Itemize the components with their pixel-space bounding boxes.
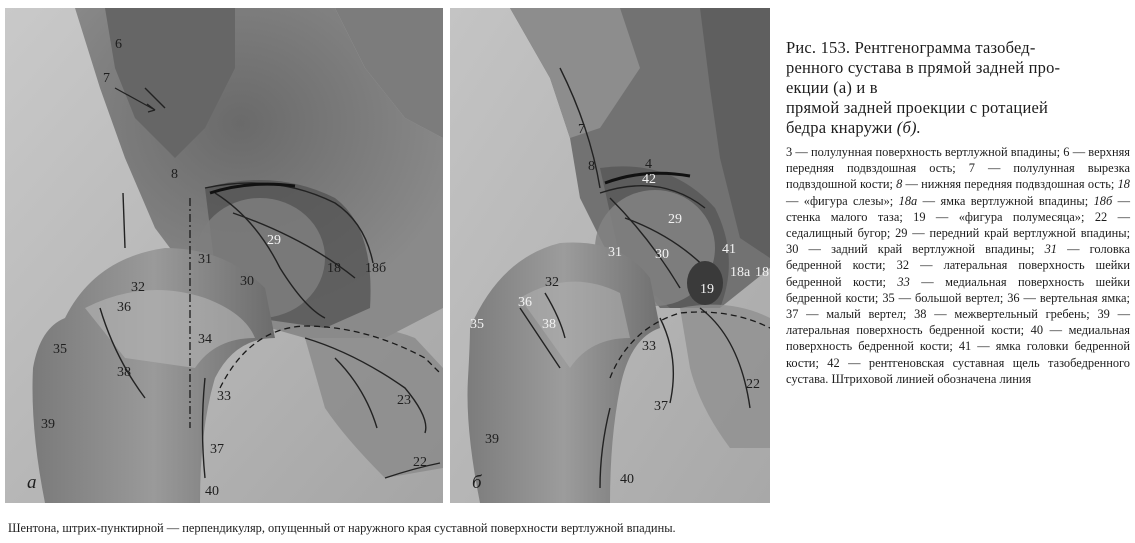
legend-text: — большой вертел; — [894, 290, 1008, 305]
legend-text: — ямка головки бедренной кости; — [786, 339, 1131, 370]
label-a-8: 8 — [171, 167, 178, 182]
label-b-37: 37 — [654, 399, 668, 414]
legend-text: — седалищный бугор; — [786, 209, 1130, 241]
legend-text: — медиальная поверхность шейки бедренной кости; — [786, 274, 1130, 305]
label-a-37: 37 — [210, 442, 224, 457]
caption-title — [786, 38, 1130, 138]
legend-text: — полулунная поверхность вертлужной впадины; — [792, 145, 1064, 159]
legend-text: — стенка малого таза; — [786, 193, 1130, 224]
legend-number: 22 — [1094, 209, 1108, 224]
legend-text: — передний край вертлужной впадины; — [907, 226, 1131, 241]
legend-number: 36 — [1007, 290, 1020, 305]
label-b-38: 38 — [542, 317, 556, 332]
panel-letter-a: а — [27, 472, 37, 493]
legend-text: — ямка вертлужной впадины; — [917, 193, 1094, 208]
legend-text: — вертельная ямка; — [1019, 290, 1130, 305]
label-b-19: 19 — [700, 282, 714, 297]
label-b-18a: 18а — [730, 265, 751, 280]
legend-text: — «фигура слезы»; — [786, 193, 899, 208]
caption-title-line: Рис. 153. Рентгенограмма тазобед- — [786, 38, 1036, 57]
label-a-6: 6 — [115, 37, 122, 52]
panel-letter-b: б — [472, 472, 482, 493]
legend-text: — верхняя передняя подвздошная ость; — [786, 145, 1130, 176]
label-b-35: 35 — [470, 317, 484, 332]
legend-note: Штриховой линией обозначена линия — [831, 371, 1032, 386]
legend-number: 41 — [958, 339, 972, 354]
label-b-33: 33 — [642, 339, 656, 354]
legend-number: 37 — [786, 307, 799, 322]
label-a-39: 39 — [41, 417, 55, 432]
label-a-38: 38 — [117, 365, 131, 380]
label-b-40: 40 — [620, 472, 634, 487]
legend-number: 3 — [786, 145, 793, 159]
legend-number: 19 — [913, 209, 926, 224]
caption-title-line: екции (а) и в — [786, 78, 878, 97]
label-b-42: 42 — [642, 172, 656, 187]
legend-text: — нижняя передняя подвздошная ость; — [902, 177, 1118, 192]
label-a-30: 30 — [240, 274, 254, 289]
legend-number: 31 — [1044, 242, 1057, 257]
legend-number: 32 — [896, 258, 910, 273]
legend-number: 33 — [897, 274, 910, 289]
caption-title-line-text: бедра кнаружи — [786, 118, 897, 137]
legend-number: 29 — [895, 226, 908, 241]
label-a-18b: 18б — [365, 261, 387, 276]
legend-text: — полулунная вырезка подвздошной кости; — [786, 161, 1130, 192]
radiograph-a-drawing — [5, 8, 443, 503]
legend-text: — межвертельный гребень; — [926, 307, 1098, 322]
radiograph-a — [5, 8, 443, 503]
caption-title-line — [786, 118, 1130, 138]
caption-title-line: прямой задней проекции с ротацией — [786, 98, 1049, 117]
label-b-22: 22 — [746, 377, 760, 392]
legend-number: 42 — [827, 355, 840, 370]
legend-number: 35 — [882, 290, 895, 305]
radiograph-b-drawing — [450, 8, 770, 503]
caption-note-continuation: Шентона, штрих-пунктирной — перпендикуляр, опущенный от наружного края суставной поверхности вертлужной впадины. — [8, 521, 676, 535]
label-a-29: 29 — [267, 233, 281, 248]
caption-legend — [786, 144, 1130, 387]
legend-text: — рентгеновская суставная щель тазобедренного сустава. — [786, 355, 1131, 386]
label-b-32: 32 — [545, 275, 559, 290]
legend-number: 39 — [1097, 307, 1110, 322]
legend-text: — «фигура полумесяца»; — [925, 209, 1095, 224]
legend-text: — медиальная поверхность бедренной кости; — [786, 323, 1130, 354]
caption-title-italic: (б). — [896, 118, 921, 137]
label-b-36: 36 — [518, 295, 532, 310]
legend-number: 18а — [898, 193, 918, 208]
label-b-41: 41 — [722, 242, 736, 257]
label-b-31: 31 — [608, 245, 622, 260]
label-b-18: 18 — [755, 265, 769, 280]
label-a-36: 36 — [117, 300, 131, 315]
legend-text: — латеральная поверхность бедренной кости; — [786, 307, 1130, 338]
legend-number: 18б — [1093, 193, 1113, 208]
legend-text: — латеральная поверхность шейки бедренной кости; — [786, 258, 1130, 289]
label-b-8: 8 — [588, 159, 595, 174]
radiograph-b — [450, 8, 770, 503]
figure-caption — [786, 38, 1130, 387]
legend-number: 18 — [1117, 177, 1130, 192]
label-a-7: 7 — [103, 71, 110, 86]
label-a-23: 23 — [397, 393, 411, 408]
legend-text: — головка бедренной кости; — [786, 242, 1130, 273]
label-b-39: 39 — [485, 432, 499, 447]
label-a-22: 22 — [413, 455, 427, 470]
label-a-34: 34 — [198, 332, 212, 347]
legend-number: 7 — [968, 161, 975, 176]
legend-number: 8 — [896, 177, 903, 192]
label-b-7: 7 — [578, 122, 585, 137]
legend-number: 40 — [1030, 323, 1044, 338]
label-b-29: 29 — [668, 212, 682, 227]
caption-title-line: ренного сустава в прямой задней про- — [786, 58, 1061, 77]
label-a-33: 33 — [217, 389, 231, 404]
label-a-40: 40 — [205, 484, 219, 499]
legend-text: — задний край вертлужной впадины; — [798, 242, 1045, 257]
label-a-18: 18 — [327, 261, 341, 276]
label-b-30: 30 — [655, 247, 669, 262]
label-a-35: 35 — [53, 342, 67, 357]
label-a-31: 31 — [198, 252, 212, 267]
legend-number: 6 — [1063, 145, 1070, 159]
label-a-32: 32 — [131, 280, 145, 295]
label-b-4: 4 — [645, 157, 652, 172]
legend-text: — малый вертел; — [798, 307, 915, 322]
legend-number: 30 — [786, 242, 799, 257]
legend-number: 38 — [914, 307, 927, 322]
